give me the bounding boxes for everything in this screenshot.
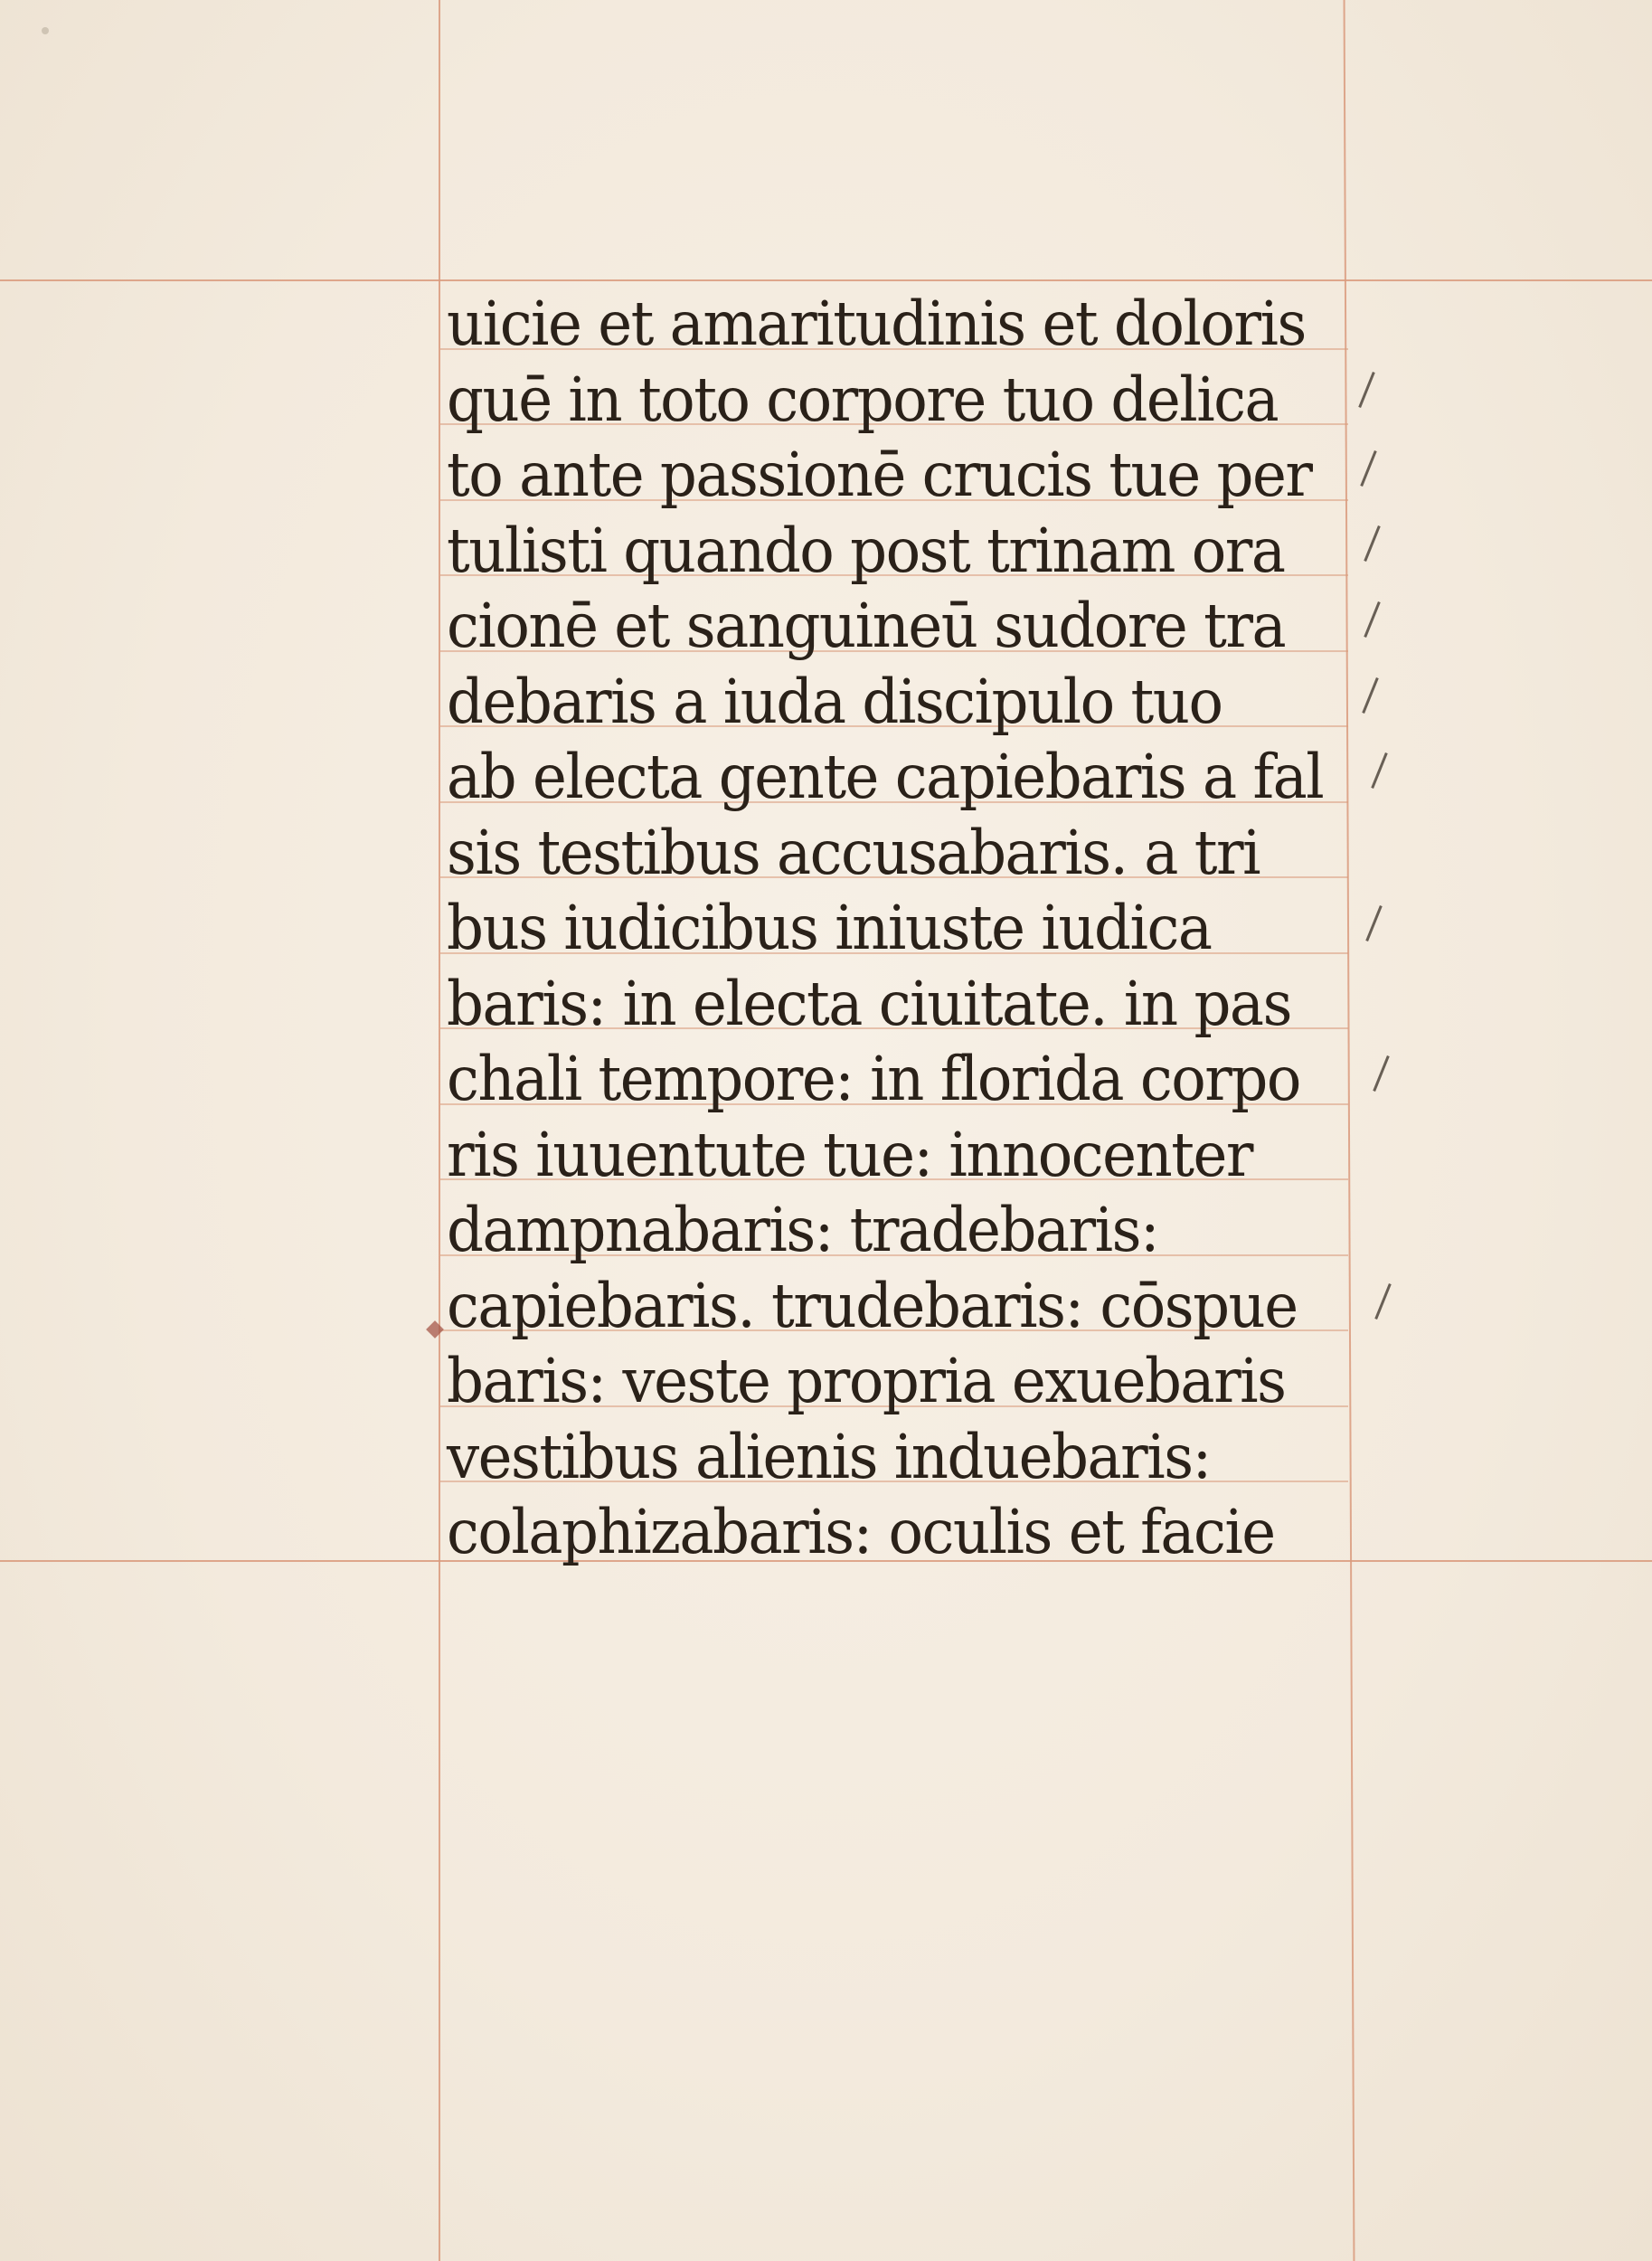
- manuscript-text-block: [447, 288, 1405, 1572]
- text-line-5: cionē et sanguineū sudore tra: [447, 591, 1286, 663]
- text-line-7: ab electa gente capiebaris a fal: [447, 742, 1324, 814]
- text-line-15: baris: veste propria exuebaris: [447, 1346, 1286, 1418]
- text-line-1: uicie et amaritudinis et doloris: [447, 289, 1306, 361]
- page-speck: [42, 27, 49, 34]
- rubric-mark: [426, 1320, 444, 1339]
- text-line-4: tulisti quando post trinam ora: [447, 516, 1285, 587]
- text-line-10: baris: in electa ciuitate. in pas: [447, 969, 1291, 1040]
- text-line-13: dampnabaris: tradebaris:: [447, 1195, 1158, 1267]
- text-line-12: ris iuuentute tue: innocenter: [447, 1120, 1252, 1191]
- text-line-16: vestibus alienis induebaris:: [447, 1422, 1211, 1493]
- text-line-11: chali tempore: in florida corpo: [447, 1044, 1300, 1116]
- text-line-3: to ante passionē crucis tue per: [447, 440, 1312, 512]
- left-margin-rule: [439, 0, 440, 2261]
- text-line-8: sis testibus accusabaris. a tri: [447, 818, 1260, 889]
- text-line-17: colaphizabaris: oculis et facie: [447, 1497, 1275, 1569]
- text-line-2: quē in toto corpore tuo delica: [447, 364, 1279, 436]
- text-line-14: capiebaris. trudebaris: cōspue: [447, 1271, 1298, 1342]
- top-margin-rule: [0, 279, 1652, 281]
- text-line-6: debaris a iuda discipulo tuo: [447, 667, 1222, 738]
- text-line-9: bus iudicibus iniuste iudica: [447, 893, 1212, 965]
